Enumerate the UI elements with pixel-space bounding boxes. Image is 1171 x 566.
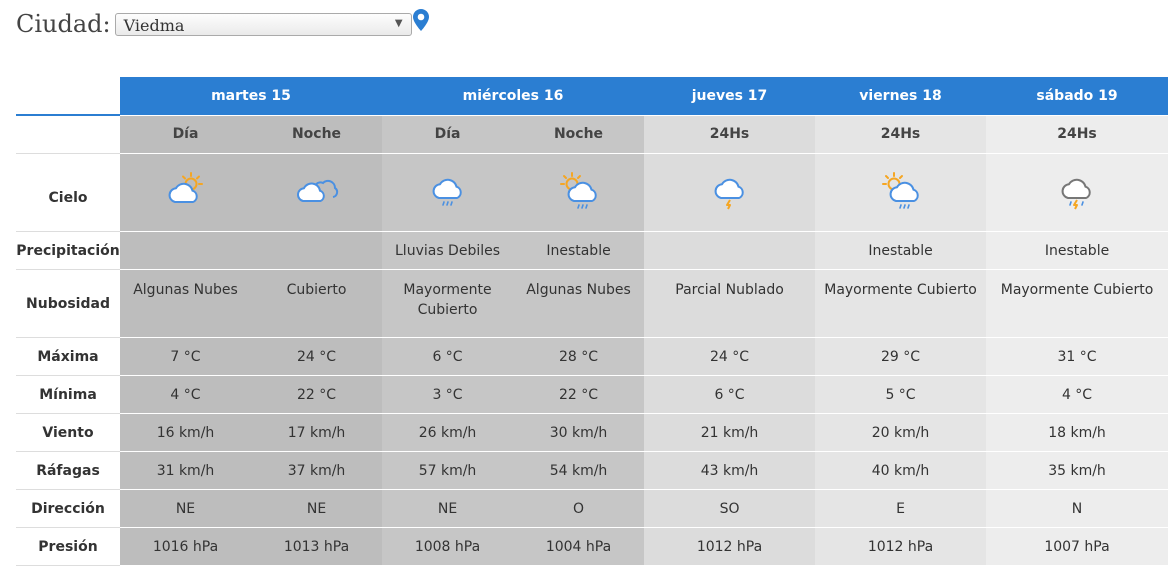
gusts-cell: 43 km/h: [644, 452, 815, 490]
cloudiness-row: [16, 270, 1168, 338]
max-temp-row: [16, 338, 1168, 376]
row-label-precipitacion: Precipitación: [16, 232, 120, 270]
cloudiness-cell: Parcial Nublado: [644, 270, 815, 338]
gusts-cell: 37 km/h: [251, 452, 382, 490]
row-label-direccion: Dirección: [16, 490, 120, 528]
pressure-cell: 1012 hPa: [644, 528, 815, 566]
precipitation-cell: Inestable: [513, 232, 644, 270]
gusts-cell: 57 km/h: [382, 452, 513, 490]
pressure-cell: 1013 hPa: [251, 528, 382, 566]
direction-cell: NE: [251, 490, 382, 528]
day-header: viernes 18: [815, 77, 986, 115]
min-temp-cell: 4 °C: [986, 376, 1168, 414]
period-cell: Noche: [251, 115, 382, 154]
pressure-cell: 1007 hPa: [986, 528, 1168, 566]
precipitation-cell: Inestable: [986, 232, 1168, 270]
direction-cell: SO: [644, 490, 815, 528]
direction-cell: O: [513, 490, 644, 528]
forecast-table: [16, 77, 1168, 566]
cloudy-icon: [295, 169, 339, 213]
day-header: miércoles 16: [382, 77, 644, 115]
location-pin-icon[interactable]: [412, 9, 430, 31]
period-row: [16, 115, 1168, 154]
pressure-row: [16, 528, 1168, 566]
direction-cell: N: [986, 490, 1168, 528]
cloud-lightning-icon: [708, 169, 752, 213]
period-cell: 24Hs: [644, 115, 815, 154]
max-temp-cell: 29 °C: [815, 338, 986, 376]
min-temp-cell: 22 °C: [251, 376, 382, 414]
gusts-row: [16, 452, 1168, 490]
day-header: sábado 19: [986, 77, 1168, 115]
sun-cloud-rain-icon: [879, 169, 923, 213]
gusts-cell: 35 km/h: [986, 452, 1168, 490]
min-temp-cell: 4 °C: [120, 376, 251, 414]
row-label-empty: [16, 115, 120, 154]
wind-cell: 21 km/h: [644, 414, 815, 452]
max-temp-cell: 24 °C: [251, 338, 382, 376]
row-label-maxima: Máxima: [16, 338, 120, 376]
direction-cell: NE: [120, 490, 251, 528]
max-temp-cell: 24 °C: [644, 338, 815, 376]
cloudiness-cell: Algunas Nubes: [120, 270, 251, 338]
period-cell: Noche: [513, 115, 644, 154]
wind-cell: 18 km/h: [986, 414, 1168, 452]
sun-cloud-rain-icon: [557, 169, 601, 213]
city-label: Ciudad:: [16, 10, 111, 38]
pressure-cell: 1004 hPa: [513, 528, 644, 566]
cloudiness-cell: Mayormente Cubierto: [986, 270, 1168, 338]
row-label-rafagas: Ráfagas: [16, 452, 120, 490]
direction-cell: NE: [382, 490, 513, 528]
precipitation-cell: Lluvias Debiles: [382, 232, 513, 270]
sky-cell: [986, 154, 1168, 232]
partly-cloudy-day-icon: [164, 169, 208, 213]
min-temp-cell: 6 °C: [644, 376, 815, 414]
sky-cell: [513, 154, 644, 232]
city-selector-bar: [16, 8, 412, 40]
row-label-nubosidad: Nubosidad: [16, 270, 120, 338]
cloudiness-cell: Mayormente Cubierto: [382, 270, 513, 338]
header-corner: [16, 77, 120, 115]
precipitation-cell: Inestable: [815, 232, 986, 270]
row-label-viento: Viento: [16, 414, 120, 452]
row-label-cielo: Cielo: [16, 154, 120, 232]
row-label-minima: Mínima: [16, 376, 120, 414]
sky-cell: [644, 154, 815, 232]
min-temp-cell: 3 °C: [382, 376, 513, 414]
chevron-down-icon: ▼: [394, 17, 403, 29]
min-temp-cell: 5 °C: [815, 376, 986, 414]
wind-cell: 30 km/h: [513, 414, 644, 452]
max-temp-cell: 31 °C: [986, 338, 1168, 376]
sky-cell: [815, 154, 986, 232]
sky-cell: [120, 154, 251, 232]
period-cell: 24Hs: [986, 115, 1168, 154]
day-header: jueves 17: [644, 77, 815, 115]
min-temp-row: [16, 376, 1168, 414]
period-cell: Día: [120, 115, 251, 154]
precipitation-cell: [251, 232, 382, 270]
gusts-cell: 31 km/h: [120, 452, 251, 490]
min-temp-cell: 22 °C: [513, 376, 644, 414]
period-cell: 24Hs: [815, 115, 986, 154]
city-select[interactable]: [115, 13, 412, 36]
wind-cell: 17 km/h: [251, 414, 382, 452]
max-temp-cell: 28 °C: [513, 338, 644, 376]
pressure-cell: 1008 hPa: [382, 528, 513, 566]
sky-row: [16, 154, 1168, 232]
storm-icon: [1055, 169, 1099, 213]
sky-cell: [382, 154, 513, 232]
cloudiness-cell: Mayormente Cubierto: [815, 270, 986, 338]
cloudiness-cell: Algunas Nubes: [513, 270, 644, 338]
city-select-value: Viedma: [123, 15, 185, 35]
period-cell: Día: [382, 115, 513, 154]
gusts-cell: 54 km/h: [513, 452, 644, 490]
wind-cell: 20 km/h: [815, 414, 986, 452]
wind-row: [16, 414, 1168, 452]
wind-cell: 16 km/h: [120, 414, 251, 452]
precipitation-cell: [120, 232, 251, 270]
day-header-row: [16, 77, 1168, 115]
precipitation-cell: [644, 232, 815, 270]
direction-cell: E: [815, 490, 986, 528]
wind-cell: 26 km/h: [382, 414, 513, 452]
cloudiness-cell: Cubierto: [251, 270, 382, 338]
light-rain-icon: [426, 169, 470, 213]
day-header: martes 15: [120, 77, 382, 115]
sky-cell: [251, 154, 382, 232]
direction-row: [16, 490, 1168, 528]
max-temp-cell: 7 °C: [120, 338, 251, 376]
max-temp-cell: 6 °C: [382, 338, 513, 376]
pressure-cell: 1012 hPa: [815, 528, 986, 566]
pressure-cell: 1016 hPa: [120, 528, 251, 566]
precipitation-row: [16, 232, 1168, 270]
gusts-cell: 40 km/h: [815, 452, 986, 490]
row-label-presion: Presión: [16, 528, 120, 566]
